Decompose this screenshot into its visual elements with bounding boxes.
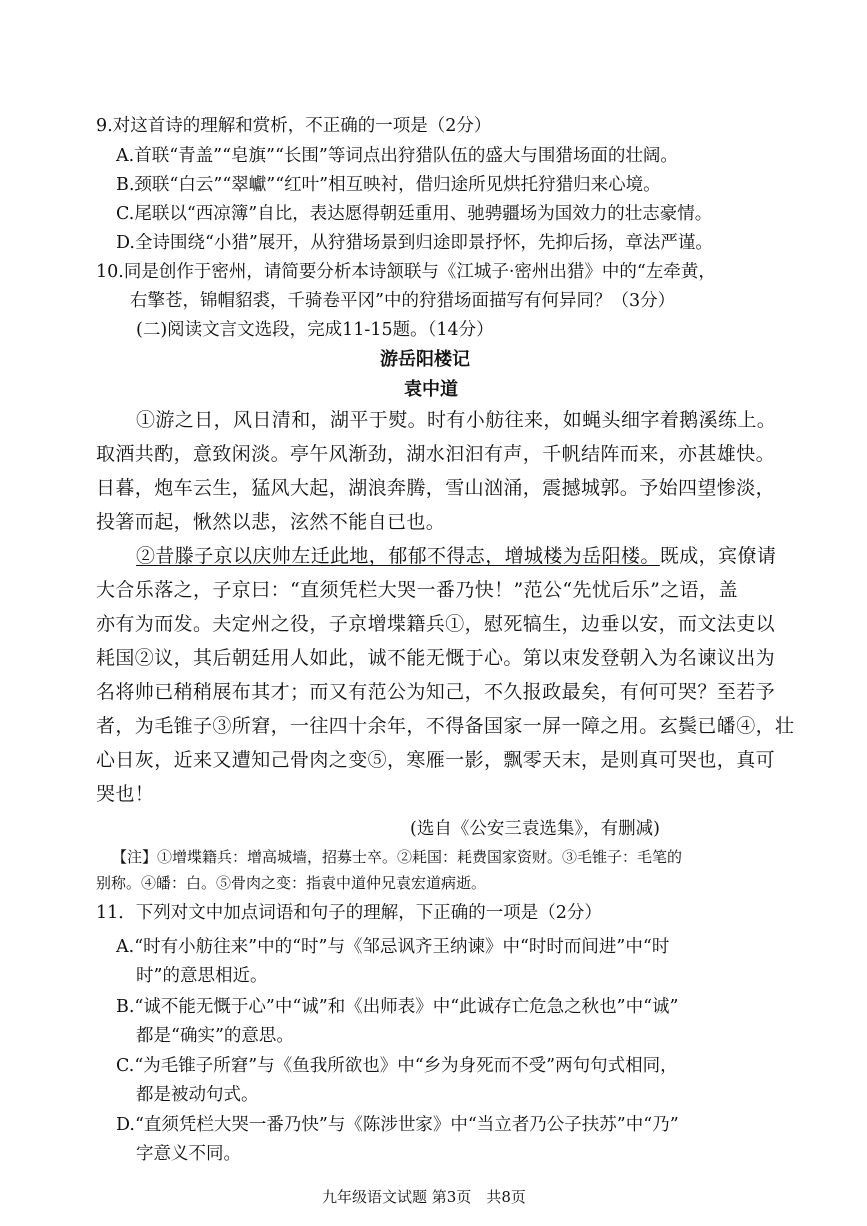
passage-p2-line: 哭也！ [96,783,155,805]
passage-p1-line: 日暮，炮车云生，猛风大起，湖浪奔腾，雪山汹涌，震撼城郭。予始四望惨淡， [96,477,776,499]
passage-p2-line: 名将帅已稍稍展布其才；而又有范公为知己，不久报政最矣，有何可哭？至若予 [96,681,776,703]
q10-line-1: 10.同是创作于密州，请简要分析本诗颔联与《江城子·密州出猎》中的“左牵黄， [96,262,716,282]
passage-p2-line: 心日灰，近来又遭知己骨肉之变⑤，寒雁一影，飘零天末，是则真可哭也，真可 [96,749,776,771]
notes-line-1: 【注】①增堞籍兵：增高城墙，招募士卒。②耗国：耗费国家资财。③毛锥子：毛笔的 [112,848,683,866]
passage-p1-line: 取酒共酌，意致闲淡。亭午风渐劲，湖水汩汩有声，千帆结阵而来，亦甚雄快。 [96,443,776,465]
section-heading: (二)阅读文言文选段，完成11-15题。（14分） [136,320,494,340]
passage-title: 游岳阳楼记 [380,349,470,370]
q9-option-a: A.首联“青盖”“皂旗”“长围”等词点出狩猎队伍的盛大与围猎场面的壮阔。 [116,146,678,166]
passage-p1-line: 投箸而起，愀然以悲，泫然不能自已也。 [96,511,446,533]
passage-p1-line: ①游之日，风日清和，湖平于熨。时有小舫往来，如蝇头细字着鹅溪练上。 [136,409,777,431]
q11-stem: 11．下列对文中加点词语和句子的理解，下正确的一项是（2分） [96,903,602,923]
passage-p2-line: 者，为毛锥子③所窘，一往四十余年，不得备国家一屏一障之用。玄鬓已皤④，壮 [96,715,795,737]
q9-option-d: D.全诗围绕“小猎”展开，从狩猎场景到归途即景抒怀，先抑后扬，章法严谨。 [116,233,713,253]
q11-line: 都是被动句式。 [136,1085,259,1105]
q10-line-2: 右擎苍，锦帽貂裘，千骑卷平冈”中的狩猎场面描写有何异同？（3分） [130,291,676,311]
q11-line: 都是“确实”的意思。 [136,1026,294,1046]
passage-p2-line: 耗国②议，其后朝廷用人如此，诚不能无慨于心。第以朿发登朝入为名谏议出为 [96,647,776,669]
q11-line: A.“时有小舫往来”中的“时”与《邹忌讽齐王纳谏》中“时时而间进”中“时 [116,937,670,957]
passage-source: (选自《公安三袁选集》，有删减) [410,819,660,839]
q11-line: B.“诚不能无慨于心”中“诚”和《出师表》中“此诚存亡危急之秋也”中“诚” [116,997,679,1017]
underlined-sentence: ②昔滕子京以庆帅左迁此地，郁郁不得志，增城楼为岳阳楼。 [136,545,660,567]
page-footer: 九年级语文试题 第3页 共8页 [322,1188,526,1206]
q9-option-c: C.尾联以“西凉簿”自比，表达愿得朝廷重用、驰骋疆场为国效力的壮志豪情。 [116,204,713,224]
passage-author: 袁中道 [404,379,458,400]
q11-line: D.“直须凭栏大哭一番乃快”与《陈涉世家》中“当立者乃公子扶苏”中“乃” [116,1115,679,1135]
passage-p2-first-rest: 既成，宾僚请 [659,545,777,567]
passage-p2-line: 亦有为而发。夫定州之役，子京增堞籍兵①，慰死犒生，边垂以安，而文法吏以 [96,613,776,635]
passage-p2-line: 大合乐落之，子京曰：“直须凭栏大哭一番乃快！”范公“先忧后乐”之语，盖 [96,579,738,601]
passage-p2-first-line [136,541,776,568]
q9-stem: 9.对这首诗的理解和赏析，不正确的一项是（2分） [96,116,492,136]
q9-option-b: B.颈联“白云”“翠巘”“红叶”相互映衬，借归途所见烘托狩猎归来心境。 [116,175,661,195]
q11-line: 时”的意思相近。 [136,966,268,986]
notes-line-2: 别称。④皤：白。⑤骨肉之变：指袁中道仲兄袁宏道病逝。 [96,874,487,892]
q11-line: 字意义不同。 [136,1144,241,1164]
q11-line: C.“为毛锥子所窘”与《鱼我所欲也》中“乡为身死而不受”两句句式相同， [116,1056,678,1076]
